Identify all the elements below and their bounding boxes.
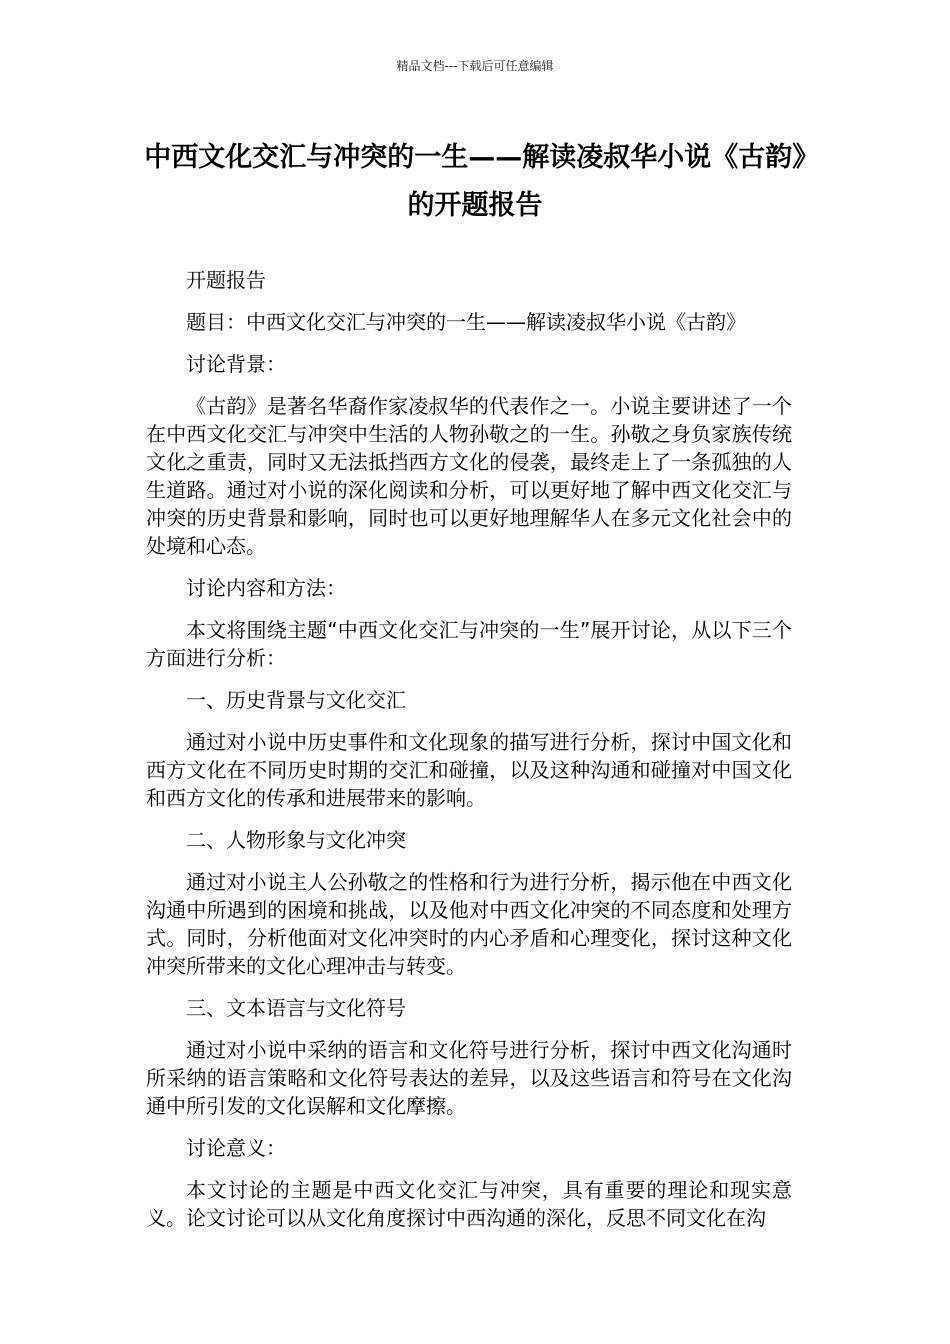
heading-significance: 讨论意义： [186,1136,286,1160]
heading-language: 三、文本语言与文化符号 [186,996,406,1020]
paragraph-section-label: 开题报告 [186,268,266,292]
header-note: 精品文档---下载后可任意编辑 [396,59,554,73]
document-title: 中西文化交汇与冲突的一生——解读凌叔华小说《古韵》的开题报告 [144,142,806,221]
paragraph-significance: 本文讨论的主题是中西文化交汇与冲突，具有重要的理论和现实意义。论文讨论可以从文化角度探讨中西沟通的深化，反思不同文化在沟 [146,1178,792,1230]
paragraph-content-intro: 本文将围绕主题“中西文化交汇与冲突的一生”展开讨论，从以下三个方面进行分析： [146,618,792,670]
heading-character: 二、人物形象与文化冲突 [186,828,406,852]
heading-history: 一、历史背景与文化交汇 [186,688,406,712]
paragraph-character: 通过对小说主人公孙敬之的性格和行为进行分析，揭示他在中西文化沟通中所遇到的困境和挑战，以及他对中西文化冲突的不同态度和处理方式。同时，分析他面对文化冲突时的内心矛盾和心理变化，探讨这种文化冲突所带来的文化心理冲击与转变。 [146,870,792,978]
paragraph-background: 《古韵》是著名华裔作家凌叔华的代表作之一。小说主要讲述了一个在中西文化交汇与冲突中生活的人物孙敬之的一生。孙敬之身负家族传统文化之重责，同时又无法抵挡西方文化的侵袭，最终走上了一条孤独的人生道路。通过对小说的深化阅读和分析，可以更好地了解中西文化交汇与冲突的历史背景和影响，同时也可以更好地理解华人在多元文化社会中的处境和心态。 [146,394,792,558]
paragraph-language: 通过对小说中采纳的语言和文化符号进行分析，探讨中西文化沟通时所采纳的语言策略和文化符号表达的差异，以及这些语言和符号在文化沟通中所引发的文化误解和文化摩擦。 [146,1038,792,1118]
paragraph-history: 通过对小说中历史事件和文化现象的描写进行分析，探讨中国文化和西方文化在不同历史时期的交汇和碰撞，以及这种沟通和碰撞对中国文化和西方文化的传承和进展带来的影响。 [146,730,792,810]
document-body [146,266,792,1246]
heading-background: 讨论背景： [186,352,286,376]
heading-content-methods: 讨论内容和方法： [186,576,346,600]
paragraph-topic: 题目：中西文化交汇与冲突的一生——解读凌叔华小说《古韵》 [186,310,746,334]
